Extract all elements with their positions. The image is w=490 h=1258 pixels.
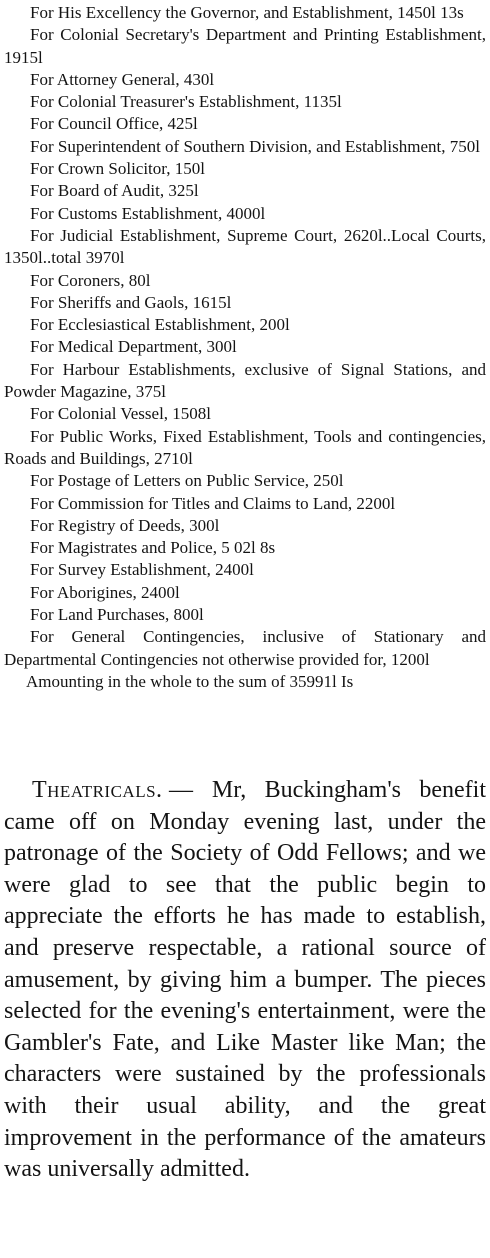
appropriation-item: For Colonial Secretary's Department and Printing Establishment, 1915l (4, 25, 486, 67)
appropriation-item: For Survey Establishment, 2400l (30, 560, 254, 580)
appropriation-item: For Aborigines, 2400l (30, 582, 180, 602)
appropriation-item: For Ecclesiastical Establishment, 200l (30, 315, 290, 335)
appropriation-item: For Customs Establishment, 4000l (30, 203, 266, 223)
appropriation-item: For Colonial Vessel, 1508l (30, 404, 212, 424)
appropriations-list (4, 2, 486, 693)
appropriation-item: For Commission for Titles and Claims to Land, 2200l (30, 493, 396, 513)
appropriation-item: For Harbour Establishments, exclusive of Signal Stations, and Powder Magazine, 375l (4, 359, 486, 402)
total-line: Amounting in the whole to the sum of 35991l Is (26, 671, 354, 691)
appropriation-item: For Land Purchases, 800l (30, 605, 204, 625)
appropriation-item: For Registry of Deeds, 300l (30, 515, 220, 535)
appropriation-item: For Magistrates and Police, 5 02l 8s (30, 538, 276, 558)
appropriation-item: For Sheriffs and Gaols, 1615l (30, 292, 232, 312)
appropriation-item: For Colonial Treasurer's Establishment, 1135l (30, 92, 342, 112)
appropriation-item: For His Excellency the Governor, and Establishment, 1450l 13s (30, 3, 464, 22)
appropriation-item: For Judicial Establishment, Supreme Court, 2620l..Local Courts, 1350l..total 3970l (4, 225, 486, 268)
newspaper-column (4, 0, 486, 1258)
appropriation-item: For Medical Department, 300l (30, 337, 237, 357)
appropriation-item: For Coroners, 80l (30, 270, 151, 290)
appropriation-item: For Superintendent of Southern Division, and Establishment, 750l (30, 136, 480, 156)
article-body: Mr, Buckingham's benefit came off on Monday evening last, under the patronage of the Society of Odd Fellows; and we were glad to see that the public begin to appreciate the efforts he has made to establish, and preserve respectable, a rational source of amusement, by giving him a bumper. The pieces selected for the evening's entertainment, were the Gambler's Fate, and Like Master like Man; the characters were sustained by the professionals with their usual ability, and the great improvement in the performance of the amateurs was universally admitted. (4, 777, 486, 1183)
appropriation-item: For Postage of Letters on Public Service, 250l (30, 471, 344, 491)
theatricals-article (4, 775, 486, 1186)
appropriation-item: For Council Office, 425l (30, 114, 198, 134)
appropriation-item: For General Contingencies, inclusive of Stationary and Departmental Contingencies not otherwise provided for, 1200l (4, 627, 486, 669)
appropriation-item: For Attorney General, 430l (30, 69, 215, 89)
appropriation-item: For Crown Solicitor, 150l (30, 159, 205, 179)
appropriation-item: For Board of Audit, 325l (30, 181, 199, 201)
appropriation-item: For Public Works, Fixed Establishment, Tools and contingencies, Roads and Buildings, 2710l (4, 426, 486, 468)
article-heading: Theatricals. — (32, 777, 194, 803)
